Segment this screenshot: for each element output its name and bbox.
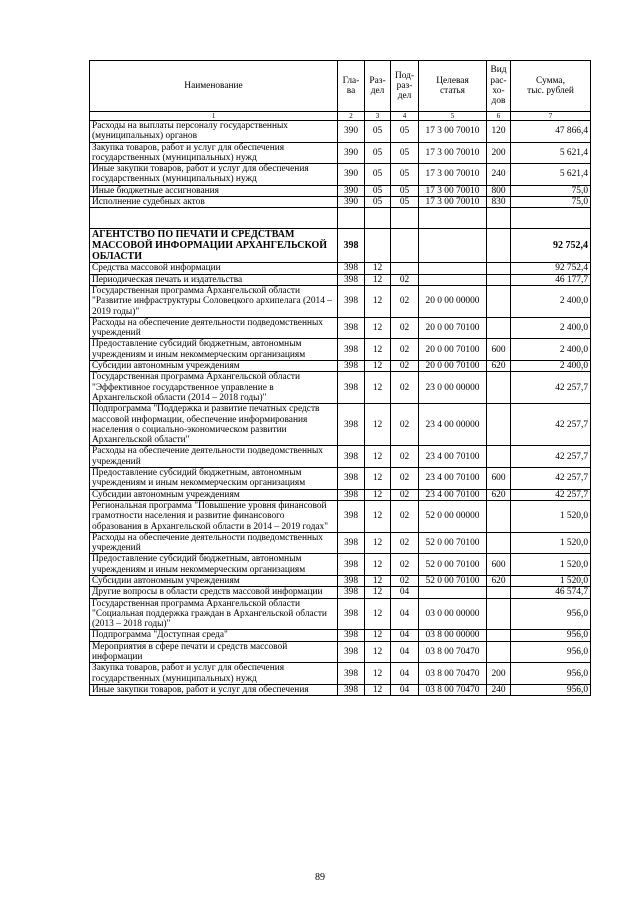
col-number: 4 xyxy=(391,112,419,121)
row-name: Государственная программа Архангельской области "Эффективное государственное управление в Архангельской области (2014 – 2018 годы)" xyxy=(90,372,338,404)
table-row xyxy=(90,489,591,500)
header-chapter: Гла- ва xyxy=(338,61,365,112)
row-subsection: 02 xyxy=(391,274,419,285)
header-target: Целевая статья xyxy=(419,61,487,112)
row-subsection: 02 xyxy=(391,554,419,576)
col-number: 5 xyxy=(419,112,487,121)
row-subsection: 05 xyxy=(391,121,419,143)
row-section: 05 xyxy=(365,164,391,186)
row-name: Закупка товаров, работ и услуг для обеспечения государственных (муниципальных) нужд xyxy=(90,663,338,685)
table-row xyxy=(90,500,591,532)
row-target-article: 23 0 00 00000 xyxy=(419,372,487,404)
row-chapter: 390 xyxy=(338,164,365,186)
row-sum: 46 177,7 xyxy=(511,274,591,285)
row-subsection: 02 xyxy=(391,404,419,446)
table-row xyxy=(90,598,591,630)
row-target-article: 20 0 00 70100 xyxy=(419,361,487,372)
row-name: Исполнение судебных актов xyxy=(90,197,338,208)
row-subsection: 02 xyxy=(391,361,419,372)
row-subsection: 02 xyxy=(391,468,419,490)
row-name: Государственная программа Архангельской области "Развитие инфраструктуры Соловецкого архипелага (2014 – 2019 годы)" xyxy=(90,285,338,317)
row-expense-type: 620 xyxy=(487,575,511,586)
row-chapter: 398 xyxy=(338,663,365,685)
row-chapter: 398 xyxy=(338,532,365,554)
row-section: 12 xyxy=(365,684,391,695)
table-row xyxy=(90,532,591,554)
header-subsection: Под- раз- дел xyxy=(391,61,419,112)
row-name: Подпрограмма "Доступная среда" xyxy=(90,630,338,641)
col-number: 7 xyxy=(511,112,591,121)
row-chapter: 398 xyxy=(338,285,365,317)
row-target-article: 17 3 00 70010 xyxy=(419,185,487,196)
row-chapter: 398 xyxy=(338,684,365,695)
row-section: 12 xyxy=(365,663,391,685)
row-chapter: 398 xyxy=(338,630,365,641)
row-sum: 42 257,7 xyxy=(511,372,591,404)
row-sum: 5 621,4 xyxy=(511,142,591,164)
row-subsection xyxy=(391,263,419,274)
row-section: 12 xyxy=(365,404,391,446)
row-expense-type xyxy=(487,372,511,404)
row-target-article: 52 0 00 70100 xyxy=(419,554,487,576)
row-expense-type: 240 xyxy=(487,684,511,695)
row-chapter: 398 xyxy=(338,446,365,468)
row-expense-type: 200 xyxy=(487,142,511,164)
row-expense-type: 600 xyxy=(487,554,511,576)
row-subsection: 05 xyxy=(391,164,419,186)
row-target-article: 03 0 00 00000 xyxy=(419,598,487,630)
column-number-row xyxy=(90,112,591,121)
table-row xyxy=(90,274,591,285)
row-sum: 1 520,0 xyxy=(511,575,591,586)
row-target-article: 03 8 00 70470 xyxy=(419,663,487,685)
row-target-article: 52 0 00 00000 xyxy=(419,500,487,532)
table-row xyxy=(90,446,591,468)
row-expense-type xyxy=(487,532,511,554)
row-sum: 42 257,7 xyxy=(511,489,591,500)
row-chapter: 398 xyxy=(338,468,365,490)
row-expense-type xyxy=(487,630,511,641)
table-row xyxy=(90,630,591,641)
row-name: Закупка товаров, работ и услуг для обеспечения государственных (муниципальных) нужд xyxy=(90,142,338,164)
row-target-article: 23 4 00 70100 xyxy=(419,468,487,490)
row-name: Предоставление субсидий бюджетным, автономным учреждениям и иным некоммерческим организациям xyxy=(90,554,338,576)
row-name: Иные закупки товаров, работ и услуг для обеспечения xyxy=(90,684,338,695)
row-target-article: 20 0 00 70100 xyxy=(419,317,487,339)
row-sum: 956,0 xyxy=(511,684,591,695)
row-expense-type xyxy=(487,274,511,285)
row-section: 12 xyxy=(365,489,391,500)
row-sum: 42 257,7 xyxy=(511,468,591,490)
table-row xyxy=(90,361,591,372)
row-name: Предоставление субсидий бюджетным, автономным учреждениям и иным некоммерческим организациям xyxy=(90,468,338,490)
col-number: 1 xyxy=(90,112,338,121)
row-section: 12 xyxy=(365,372,391,404)
row-chapter: 398 xyxy=(338,263,365,274)
row-section: 12 xyxy=(365,575,391,586)
row-chapter: 398 xyxy=(338,489,365,500)
row-chapter: 390 xyxy=(338,197,365,208)
agency-sum: 92 752,4 xyxy=(511,229,591,263)
row-subsection: 02 xyxy=(391,339,419,361)
col-number: 2 xyxy=(338,112,365,121)
spacer-row xyxy=(90,208,591,229)
row-target-article: 03 8 00 70470 xyxy=(419,684,487,695)
header-row xyxy=(90,61,591,112)
table-body-main xyxy=(90,263,591,696)
row-target-article xyxy=(419,274,487,285)
row-name: Расходы на обеспечение деятельности подведомственных учреждений xyxy=(90,446,338,468)
row-expense-type xyxy=(487,285,511,317)
row-subsection: 02 xyxy=(391,575,419,586)
row-name: Средства массовой информации xyxy=(90,263,338,274)
row-target-article: 17 3 00 70010 xyxy=(419,142,487,164)
row-chapter: 398 xyxy=(338,587,365,598)
row-section: 12 xyxy=(365,630,391,641)
row-subsection: 04 xyxy=(391,630,419,641)
table-row xyxy=(90,285,591,317)
row-subsection: 05 xyxy=(391,142,419,164)
row-name: Мероприятия в сфере печати и средств массовой информации xyxy=(90,641,338,663)
row-name: Подпрограмма "Поддержка и развитие печатных средств массовой информации, обеспечение информирования населения о социально-экономическом развитии Архангельской области" xyxy=(90,404,338,446)
row-target-article: 03 8 00 70470 xyxy=(419,641,487,663)
page-number: 89 xyxy=(315,872,325,883)
agency-section xyxy=(90,208,591,263)
header-section: Раз- дел xyxy=(365,61,391,112)
row-chapter: 390 xyxy=(338,121,365,143)
row-target-article: 17 3 00 70010 xyxy=(419,121,487,143)
table-row xyxy=(90,554,591,576)
row-target-article: 03 8 00 00000 xyxy=(419,630,487,641)
row-expense-type: 600 xyxy=(487,468,511,490)
row-sum: 47 866,4 xyxy=(511,121,591,143)
table-row xyxy=(90,575,591,586)
row-sum: 1 520,0 xyxy=(511,554,591,576)
row-subsection: 05 xyxy=(391,185,419,196)
row-section: 12 xyxy=(365,468,391,490)
row-section: 12 xyxy=(365,317,391,339)
row-expense-type xyxy=(487,404,511,446)
row-subsection: 02 xyxy=(391,489,419,500)
row-name: Иные бюджетные ассигнования xyxy=(90,185,338,196)
row-subsection: 05 xyxy=(391,197,419,208)
row-section: 05 xyxy=(365,197,391,208)
row-sum: 2 400,0 xyxy=(511,339,591,361)
row-name: Расходы на обеспечение деятельности подведомственных учреждений xyxy=(90,317,338,339)
col-number: 6 xyxy=(487,112,511,121)
row-section: 12 xyxy=(365,500,391,532)
row-expense-type: 240 xyxy=(487,164,511,186)
row-subsection: 02 xyxy=(391,372,419,404)
row-target-article xyxy=(419,263,487,274)
row-section: 12 xyxy=(365,339,391,361)
table-row xyxy=(90,339,591,361)
row-sum: 956,0 xyxy=(511,663,591,685)
row-name: Другие вопросы в области средств массовой информации xyxy=(90,587,338,598)
row-section: 12 xyxy=(365,554,391,576)
row-sum: 1 520,0 xyxy=(511,500,591,532)
agency-row xyxy=(90,229,591,263)
row-target-article: 17 3 00 70010 xyxy=(419,197,487,208)
row-subsection: 02 xyxy=(391,500,419,532)
row-expense-type: 800 xyxy=(487,185,511,196)
row-section: 12 xyxy=(365,361,391,372)
row-section: 12 xyxy=(365,274,391,285)
row-chapter: 398 xyxy=(338,274,365,285)
agency-name: АГЕНТСТВО ПО ПЕЧАТИ И СРЕДСТВАМ МАССОВОЙ ИНФОРМАЦИИ АРХАНГЕЛЬСКОЙ ОБЛАСТИ xyxy=(90,229,338,263)
row-target-article: 20 0 00 00000 xyxy=(419,285,487,317)
row-name: Периодическая печать и издательства xyxy=(90,274,338,285)
row-section: 12 xyxy=(365,641,391,663)
table-row xyxy=(90,121,591,143)
row-section: 05 xyxy=(365,185,391,196)
row-expense-type xyxy=(487,641,511,663)
row-name: Иные закупки товаров, работ и услуг для обеспечения государственных (муниципальных) нужд xyxy=(90,164,338,186)
row-chapter: 398 xyxy=(338,598,365,630)
row-subsection: 04 xyxy=(391,684,419,695)
row-name: Субсидии автономным учреждениям xyxy=(90,489,338,500)
row-section: 12 xyxy=(365,263,391,274)
row-chapter: 398 xyxy=(338,404,365,446)
header-name: Наименование xyxy=(90,61,338,112)
row-subsection: 02 xyxy=(391,317,419,339)
row-expense-type xyxy=(487,500,511,532)
row-section: 05 xyxy=(365,142,391,164)
row-sum: 5 621,4 xyxy=(511,164,591,186)
row-expense-type xyxy=(487,598,511,630)
table-row xyxy=(90,641,591,663)
row-chapter: 398 xyxy=(338,339,365,361)
row-sum: 46 574,7 xyxy=(511,587,591,598)
row-target-article: 23 4 00 70100 xyxy=(419,489,487,500)
budget-table xyxy=(89,60,591,696)
row-chapter: 398 xyxy=(338,500,365,532)
row-chapter: 390 xyxy=(338,185,365,196)
table-row xyxy=(90,468,591,490)
row-section: 12 xyxy=(365,587,391,598)
row-name: Государственная программа Архангельской области "Социальная поддержка граждан в Архангельской области (2013 – 2018 годы)" xyxy=(90,598,338,630)
table-row xyxy=(90,164,591,186)
row-name: Субсидии автономным учреждениям xyxy=(90,575,338,586)
row-chapter: 398 xyxy=(338,554,365,576)
row-sum: 2 400,0 xyxy=(511,285,591,317)
row-section: 05 xyxy=(365,121,391,143)
row-target-article xyxy=(419,587,487,598)
row-subsection: 04 xyxy=(391,641,419,663)
row-sum: 2 400,0 xyxy=(511,317,591,339)
row-chapter: 398 xyxy=(338,641,365,663)
row-sum: 92 752,4 xyxy=(511,263,591,274)
table-row xyxy=(90,142,591,164)
table-row xyxy=(90,684,591,695)
row-chapter: 398 xyxy=(338,361,365,372)
row-sum: 42 257,7 xyxy=(511,446,591,468)
row-expense-type: 120 xyxy=(487,121,511,143)
row-name: Региональная программа "Повышение уровня финансовой грамотности населения и развитие финансового образования в Архангельской области в 2014 – 2019 годах" xyxy=(90,500,338,532)
row-target-article: 52 0 00 70100 xyxy=(419,575,487,586)
row-sum: 75,0 xyxy=(511,197,591,208)
row-sum: 2 400,0 xyxy=(511,361,591,372)
row-section: 12 xyxy=(365,446,391,468)
row-section: 12 xyxy=(365,285,391,317)
table-row xyxy=(90,185,591,196)
row-subsection: 02 xyxy=(391,285,419,317)
row-subsection: 04 xyxy=(391,587,419,598)
row-target-article: 23 4 00 70100 xyxy=(419,446,487,468)
row-target-article: 17 3 00 70010 xyxy=(419,164,487,186)
table-row xyxy=(90,197,591,208)
table-row xyxy=(90,404,591,446)
row-subsection: 04 xyxy=(391,598,419,630)
row-sum: 956,0 xyxy=(511,598,591,630)
row-sum: 1 520,0 xyxy=(511,532,591,554)
row-expense-type xyxy=(487,446,511,468)
row-expense-type: 620 xyxy=(487,489,511,500)
row-section: 12 xyxy=(365,598,391,630)
row-chapter: 390 xyxy=(338,142,365,164)
row-name: Субсидии автономным учреждениям xyxy=(90,361,338,372)
row-subsection: 04 xyxy=(391,663,419,685)
row-subsection: 02 xyxy=(391,446,419,468)
table-row xyxy=(90,317,591,339)
row-chapter: 398 xyxy=(338,317,365,339)
row-expense-type: 200 xyxy=(487,663,511,685)
row-expense-type xyxy=(487,587,511,598)
row-sum: 956,0 xyxy=(511,630,591,641)
table-row xyxy=(90,372,591,404)
table-row xyxy=(90,663,591,685)
table-row xyxy=(90,587,591,598)
row-name: Предоставление субсидий бюджетным, автономным учреждениям и иным некоммерческим организациям xyxy=(90,339,338,361)
agency-chapter: 398 xyxy=(338,229,365,263)
col-number: 3 xyxy=(365,112,391,121)
row-section: 12 xyxy=(365,532,391,554)
row-target-article: 20 0 00 70100 xyxy=(419,339,487,361)
row-expense-type: 830 xyxy=(487,197,511,208)
row-target-article: 52 0 00 70100 xyxy=(419,532,487,554)
header-sum: Сумма, тыс. рублей xyxy=(511,61,591,112)
row-subsection: 02 xyxy=(391,532,419,554)
row-expense-type xyxy=(487,263,511,274)
header-expense-type: Вид рас- хо- дов xyxy=(487,61,511,112)
row-expense-type: 620 xyxy=(487,361,511,372)
row-name: Расходы на выплаты персоналу государственных (муниципальных) органов xyxy=(90,121,338,143)
row-sum: 956,0 xyxy=(511,641,591,663)
row-sum: 75,0 xyxy=(511,185,591,196)
row-name: Расходы на обеспечение деятельности подведомственных учреждений xyxy=(90,532,338,554)
row-chapter: 398 xyxy=(338,575,365,586)
row-sum: 42 257,7 xyxy=(511,404,591,446)
table-body-top xyxy=(90,121,591,208)
row-expense-type: 600 xyxy=(487,339,511,361)
row-target-article: 23 4 00 00000 xyxy=(419,404,487,446)
row-expense-type xyxy=(487,317,511,339)
row-chapter: 398 xyxy=(338,372,365,404)
table-row xyxy=(90,263,591,274)
